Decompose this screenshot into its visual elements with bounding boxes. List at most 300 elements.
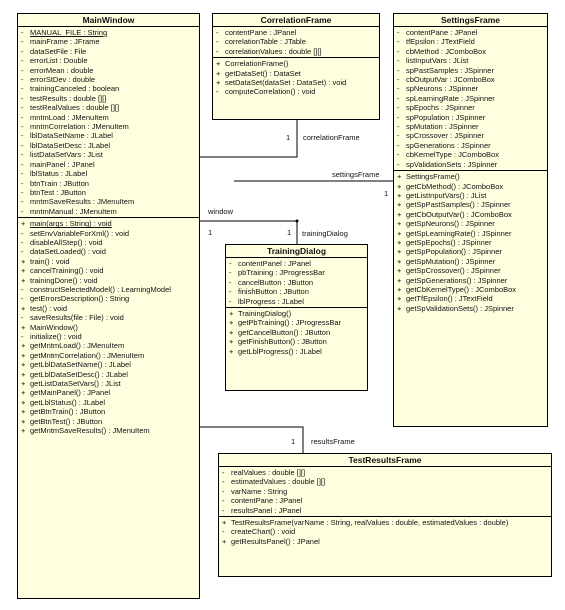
attribute-row: [18, 197, 199, 206]
operation-text: getSpNeurons() : JSpinner: [406, 219, 495, 229]
attribute-row: [226, 297, 367, 306]
operation-text: getSpEpochs() : JSpinner: [406, 237, 492, 247]
attribute-row: [18, 150, 199, 159]
attribute-text: mainPanel : JPanel: [30, 159, 95, 169]
visibility-marker: +: [397, 247, 402, 257]
visibility-marker: -: [397, 37, 400, 47]
visibility-marker: +: [397, 181, 402, 191]
operation-row: [18, 276, 199, 285]
operation-text: getMntmCorrelation() : JMenuItem: [30, 350, 145, 360]
attribute-row: [18, 56, 199, 65]
attribute-text: spMutation : JSpinner: [406, 122, 479, 132]
settings-multiplicity: 1: [384, 189, 389, 198]
visibility-marker: -: [21, 93, 24, 103]
operation-row: [394, 257, 547, 266]
visibility-marker: -: [21, 28, 24, 37]
attribute-text: cbMethod : JComboBox: [406, 46, 487, 56]
attribute-text: contentPane : JPanel: [406, 28, 478, 37]
class-testresultsframe-operations: [219, 517, 551, 547]
class-testresultsframe: [218, 453, 552, 577]
operation-row: [18, 247, 199, 256]
visibility-marker: -: [21, 150, 24, 160]
attribute-text: btnTrain : JButton: [30, 178, 89, 188]
visibility-marker: -: [21, 187, 24, 197]
visibility-marker: +: [21, 322, 26, 332]
operation-text: getDataSet() : DataSet: [225, 68, 301, 78]
class-settingsframe-attributes: [394, 27, 547, 171]
visibility-marker: +: [397, 294, 402, 304]
attribute-row: [394, 160, 547, 169]
operation-text: MainWindow(): [30, 322, 78, 332]
attribute-text: listDataSetVars : JList: [30, 150, 103, 160]
operation-text: SettingsFrame(): [406, 172, 460, 182]
visibility-marker: +: [397, 172, 402, 182]
attribute-row: [226, 287, 367, 296]
operation-row: [213, 78, 379, 87]
visibility-marker: +: [21, 426, 26, 436]
attribute-row: [226, 259, 367, 268]
attribute-row: [213, 47, 379, 56]
class-trainingdialog-title: TrainingDialog: [226, 245, 367, 258]
operation-row: [18, 407, 199, 416]
training-multiplicity: 1: [287, 228, 292, 237]
operation-row: [226, 328, 367, 337]
attribute-text: spValidationSets : JSpinner: [406, 159, 498, 169]
visibility-marker: -: [397, 112, 400, 122]
attribute-row: [18, 131, 199, 140]
visibility-marker: -: [21, 122, 24, 132]
attribute-row: [226, 278, 367, 287]
operation-row: [18, 294, 199, 303]
attribute-row: [18, 179, 199, 188]
operation-row: [18, 370, 199, 379]
attribute-text: errorStDev : double: [30, 75, 96, 85]
association-results-line: [200, 427, 303, 453]
visibility-marker: -: [21, 159, 24, 169]
attribute-row: [18, 207, 199, 216]
operation-text: dataSetLoaded() : void: [30, 247, 106, 257]
attribute-text: mntmLoad : JMenuItem: [30, 112, 109, 122]
visibility-marker: -: [216, 28, 219, 37]
attribute-text: realValues : double [][]: [231, 468, 306, 477]
attribute-text: lblDataSetName : JLabel: [30, 131, 113, 141]
operation-row: [394, 294, 547, 303]
operation-row: [394, 276, 547, 285]
operation-text: getSpGenerations() : JSpinner: [406, 275, 508, 285]
attribute-row: [394, 103, 547, 112]
visibility-marker: -: [397, 140, 400, 150]
operation-row: [394, 210, 547, 219]
operation-row: [394, 266, 547, 275]
attribute-row: [219, 477, 551, 486]
visibility-marker: +: [21, 388, 26, 398]
attribute-row: [18, 188, 199, 197]
attribute-row: [18, 84, 199, 93]
visibility-marker: -: [21, 65, 24, 75]
settings-role-label: settingsFrame: [332, 170, 380, 179]
operation-text: setEnvVariableForXml() : void: [30, 228, 130, 238]
operation-row: [394, 238, 547, 247]
visibility-marker: -: [222, 468, 225, 477]
correlation-role-label: correlationFrame: [303, 133, 360, 142]
visibility-marker: +: [397, 219, 402, 229]
operation-text: getLblDataSetName() : JLabel: [30, 360, 131, 370]
visibility-marker: -: [397, 28, 400, 37]
attribute-text: testResults : double [][]: [30, 93, 107, 103]
attribute-text: spCrossover : JSpinner: [406, 131, 484, 141]
visibility-marker: -: [21, 112, 24, 122]
attribute-text: mntmManual : JMenuItem: [30, 206, 117, 216]
operation-row: [18, 219, 199, 228]
operation-text: getPbTraining() : JProgressBar: [238, 318, 342, 328]
attribute-row: [18, 66, 199, 75]
attribute-row: [213, 37, 379, 46]
attribute-row: [18, 141, 199, 150]
operation-row: [18, 388, 199, 397]
attribute-text: testRealValues : double [][]: [30, 103, 120, 113]
operation-text: saveResults(file : File) : void: [30, 313, 124, 323]
attribute-text: pbTraining : JProgressBar: [238, 268, 325, 278]
attribute-row: [18, 113, 199, 122]
operation-text: getMainPanel() : JPanel: [30, 388, 111, 398]
visibility-marker: +: [397, 275, 402, 285]
visibility-marker: +: [397, 190, 402, 200]
operation-text: main(args : String) : void: [30, 219, 112, 229]
visibility-marker: -: [397, 46, 400, 56]
attribute-row: [18, 94, 199, 103]
attribute-text: cbOutputVar : JComboBox: [406, 75, 495, 85]
operation-text: getLblStatus() : JLabel: [30, 397, 106, 407]
correlation-multiplicity: 1: [286, 133, 291, 142]
class-settingsframe: [393, 13, 548, 427]
visibility-marker: -: [21, 103, 24, 113]
association-window-training-line: [200, 221, 297, 244]
visibility-marker: -: [21, 131, 24, 141]
attribute-row: [394, 113, 547, 122]
class-trainingdialog-operations: [226, 308, 367, 357]
attribute-text: trainingCanceled : boolean: [30, 84, 120, 94]
operation-text: getCbOutputVar() : JComboBox: [406, 209, 512, 219]
operation-text: setDataSet(dataSet : DataSet) : void: [225, 78, 347, 88]
operation-text: getSpCrossover() : JSpinner: [406, 266, 501, 276]
attribute-text: finishButton : JButton: [238, 287, 309, 297]
operation-text: getTfEpsilon() : JTextField: [406, 294, 493, 304]
attribute-text: errorMean : double: [30, 65, 94, 75]
attribute-text: errorList : Double: [30, 56, 88, 66]
operation-text: getCancelButton() : JButton: [238, 327, 331, 337]
visibility-marker: +: [216, 59, 221, 69]
operation-text: initialize() : void: [30, 332, 82, 341]
attribute-text: spGenerations : JSpinner: [406, 140, 491, 150]
visibility-marker: +: [21, 369, 26, 379]
attribute-text: correlationValues : double [][]: [225, 46, 322, 56]
visibility-marker: +: [21, 275, 26, 285]
visibility-marker: -: [216, 46, 219, 56]
visibility-marker: +: [229, 346, 234, 356]
operation-row: [219, 537, 551, 546]
visibility-marker: +: [21, 341, 26, 351]
visibility-marker: +: [229, 309, 234, 319]
visibility-marker: +: [21, 219, 26, 229]
attribute-text: cancelButton : JButton: [238, 277, 314, 287]
operation-text: trainingDone() : void: [30, 275, 98, 285]
visibility-marker: +: [397, 256, 402, 266]
visibility-marker: +: [222, 518, 227, 528]
results-role-label: resultsFrame: [311, 437, 355, 446]
operation-row: [394, 229, 547, 238]
operation-row: [18, 332, 199, 341]
attribute-row: [394, 141, 547, 150]
attribute-row: [394, 94, 547, 103]
attribute-text: spPopulation : JSpinner: [406, 112, 486, 122]
operation-text: getResultsPanel() : JPanel: [231, 536, 320, 546]
visibility-marker: -: [222, 505, 225, 515]
operation-text: getCbMethod() : JComboBox: [406, 181, 504, 191]
operation-row: [226, 347, 367, 356]
attribute-row: [219, 468, 551, 477]
visibility-marker: -: [397, 93, 400, 103]
operation-text: getLblProgress() : JLabel: [238, 346, 322, 356]
attribute-row: [394, 28, 547, 37]
operation-text: getListInputVars() : JList: [406, 190, 487, 200]
operation-row: [18, 313, 199, 322]
operation-text: getFinishButton() : JButton: [238, 337, 327, 347]
visibility-marker: +: [21, 303, 26, 313]
class-correlationframe: [212, 13, 380, 120]
visibility-marker: -: [21, 37, 24, 47]
class-correlationframe-operations: [213, 58, 379, 98]
visibility-marker: -: [222, 527, 225, 537]
attribute-text: estimatedValues : double [][]: [231, 477, 326, 487]
operation-text: getSpLearningRate() : JSpinner: [406, 228, 512, 238]
operation-text: getMntmSaveResults() : JMenuItem: [30, 426, 150, 436]
operation-row: [219, 518, 551, 527]
operation-row: [213, 87, 379, 96]
visibility-marker: -: [21, 46, 24, 56]
visibility-marker: -: [229, 259, 232, 268]
window-role-label: window: [208, 207, 234, 216]
visibility-marker: +: [21, 416, 26, 426]
visibility-marker: -: [229, 296, 232, 306]
visibility-marker: -: [222, 486, 225, 496]
attribute-row: [394, 75, 547, 84]
operation-row: [213, 69, 379, 78]
class-mainwindow-title: MainWindow: [18, 14, 199, 27]
visibility-marker: -: [21, 284, 24, 294]
operation-text: getCbKernelType() : JComboBox: [406, 284, 517, 294]
attribute-text: contentPane : JPanel: [231, 496, 303, 506]
operation-row: [394, 200, 547, 209]
class-mainwindow: [17, 13, 200, 599]
visibility-marker: -: [21, 294, 24, 304]
operation-row: [226, 337, 367, 346]
attribute-row: [213, 28, 379, 37]
attribute-row: [18, 122, 199, 131]
attribute-text: spNeurons : JSpinner: [406, 84, 479, 94]
visibility-marker: -: [21, 56, 24, 66]
attribute-row: [18, 37, 199, 46]
attribute-row: [219, 496, 551, 505]
visibility-marker: -: [397, 65, 400, 75]
visibility-marker: +: [397, 209, 402, 219]
visibility-marker: -: [216, 37, 219, 47]
operation-text: getBtnTest() : JButton: [30, 416, 103, 426]
attribute-text: btnTest : JButton: [30, 187, 86, 197]
visibility-marker: +: [397, 200, 402, 210]
operation-text: TrainingDialog(): [238, 309, 292, 319]
attribute-text: resultsPanel : JPanel: [231, 505, 302, 515]
visibility-marker: +: [21, 407, 26, 417]
operation-row: [394, 304, 547, 313]
operation-row: [18, 238, 199, 247]
operation-row: [219, 527, 551, 536]
operation-row: [226, 318, 367, 327]
visibility-marker: -: [397, 131, 400, 141]
visibility-marker: +: [21, 397, 26, 407]
attribute-text: dataSetFile : File: [30, 46, 87, 56]
attribute-text: spLearningRate : JSpinner: [406, 93, 495, 103]
attribute-text: spEpochs : JSpinner: [406, 103, 475, 113]
visibility-marker: -: [21, 75, 24, 85]
attribute-row: [18, 160, 199, 169]
operation-text: test() : void: [30, 303, 68, 313]
visibility-marker: +: [229, 318, 234, 328]
operation-row: [18, 426, 199, 435]
attribute-row: [394, 37, 547, 46]
operation-row: [18, 229, 199, 238]
attribute-text: mntmCorrelation : JMenuItem: [30, 122, 129, 132]
operation-row: [18, 398, 199, 407]
attribute-text: contentPanel : JPanel: [238, 259, 311, 268]
attribute-row: [18, 47, 199, 56]
operation-row: [18, 304, 199, 313]
operation-row: [394, 182, 547, 191]
attribute-text: cbKernelType : JComboBox: [406, 150, 499, 160]
attribute-row: [18, 75, 199, 84]
attribute-row: [394, 47, 547, 56]
visibility-marker: -: [229, 287, 232, 297]
operation-text: cancelTraining() : void: [30, 266, 104, 276]
attribute-row: [18, 103, 199, 112]
visibility-marker: -: [397, 84, 400, 94]
visibility-marker: +: [21, 256, 26, 266]
attribute-row: [219, 487, 551, 496]
attribute-row: [394, 131, 547, 140]
class-mainwindow-attributes: [18, 27, 199, 218]
operation-text: getMntmLoad() : JMenuItem: [30, 341, 125, 351]
visibility-marker: -: [397, 122, 400, 132]
visibility-marker: -: [21, 332, 24, 341]
visibility-marker: -: [397, 103, 400, 113]
association-window-training-dot: [296, 220, 299, 223]
visibility-marker: +: [222, 536, 227, 546]
visibility-marker: +: [397, 237, 402, 247]
attribute-text: lblDataSetDesc : JLabel: [30, 140, 111, 150]
class-mainwindow-operations: [18, 218, 199, 436]
operation-row: [18, 257, 199, 266]
operation-row: [18, 341, 199, 350]
attribute-text: MANUAL_FILE : String: [30, 28, 108, 37]
operation-text: getSpMutation() : JSpinner: [406, 256, 496, 266]
visibility-marker: -: [397, 56, 400, 66]
attribute-row: [226, 268, 367, 277]
visibility-marker: -: [397, 150, 400, 160]
visibility-marker: -: [229, 268, 232, 278]
operation-text: disableAllStep() : void: [30, 237, 103, 247]
operation-row: [394, 219, 547, 228]
operation-row: [394, 191, 547, 200]
window-multiplicity: 1: [208, 228, 213, 237]
class-trainingdialog: [225, 244, 368, 391]
results-multiplicity: 1: [291, 437, 296, 446]
visibility-marker: -: [21, 140, 24, 150]
operation-text: getErrorsDescription() : String: [30, 294, 130, 304]
attribute-row: [18, 169, 199, 178]
attribute-row: [394, 56, 547, 65]
operation-row: [18, 351, 199, 360]
visibility-marker: -: [21, 313, 24, 323]
operation-row: [18, 379, 199, 388]
visibility-marker: +: [21, 350, 26, 360]
operation-text: getBtnTrain() : JButton: [30, 407, 106, 417]
operation-row: [18, 323, 199, 332]
attribute-row: [394, 150, 547, 159]
operation-row: [226, 309, 367, 318]
operation-text: computeCorrelation() : void: [225, 87, 316, 97]
visibility-marker: -: [21, 228, 24, 238]
visibility-marker: -: [21, 237, 24, 247]
visibility-marker: -: [397, 75, 400, 85]
attribute-text: spPastSamples : JSpinner: [406, 65, 494, 75]
operation-row: [394, 285, 547, 294]
operation-text: train() : void: [30, 256, 70, 266]
attribute-text: contentPane : JPanel: [225, 28, 297, 37]
operation-row: [18, 266, 199, 275]
visibility-marker: -: [21, 197, 24, 207]
operation-text: createChart() : void: [231, 527, 296, 537]
attribute-row: [394, 66, 547, 75]
operation-text: getSpValidationSets() : JSpinner: [406, 303, 514, 313]
visibility-marker: +: [21, 266, 26, 276]
class-settingsframe-operations: [394, 171, 547, 314]
class-settingsframe-title: SettingsFrame: [394, 14, 547, 27]
attribute-text: listInputVars : JList: [406, 56, 469, 66]
attribute-text: lblProgress : JLabel: [238, 296, 304, 306]
operation-text: getListDataSetVars() : JList: [30, 379, 121, 389]
operation-row: [394, 247, 547, 256]
visibility-marker: +: [397, 284, 402, 294]
visibility-marker: -: [21, 206, 24, 216]
class-testresultsframe-title: TestResultsFrame: [219, 454, 551, 467]
visibility-marker: +: [216, 68, 221, 78]
attribute-text: varName : String: [231, 486, 288, 496]
attribute-row: [394, 122, 547, 131]
attribute-text: tfEpsilon : JTextField: [406, 37, 475, 47]
visibility-marker: -: [397, 159, 400, 169]
operation-row: [18, 360, 199, 369]
visibility-marker: +: [397, 303, 402, 313]
visibility-marker: -: [222, 477, 225, 487]
class-correlationframe-title: CorrelationFrame: [213, 14, 379, 27]
visibility-marker: +: [229, 337, 234, 347]
operation-text: TestResultsFrame(varName : String, realValues : double, estimatedValues : double): [231, 518, 509, 528]
operation-text: getSpPastSamples() : JSpinner: [406, 200, 511, 210]
operation-text: CorrelationFrame(): [225, 59, 289, 69]
training-role-label: trainingDialog: [302, 229, 348, 238]
attribute-text: mntmSaveResults : JMenuItem: [30, 197, 135, 207]
visibility-marker: -: [21, 247, 24, 257]
attribute-text: mainFrame : JFrame: [30, 37, 100, 47]
